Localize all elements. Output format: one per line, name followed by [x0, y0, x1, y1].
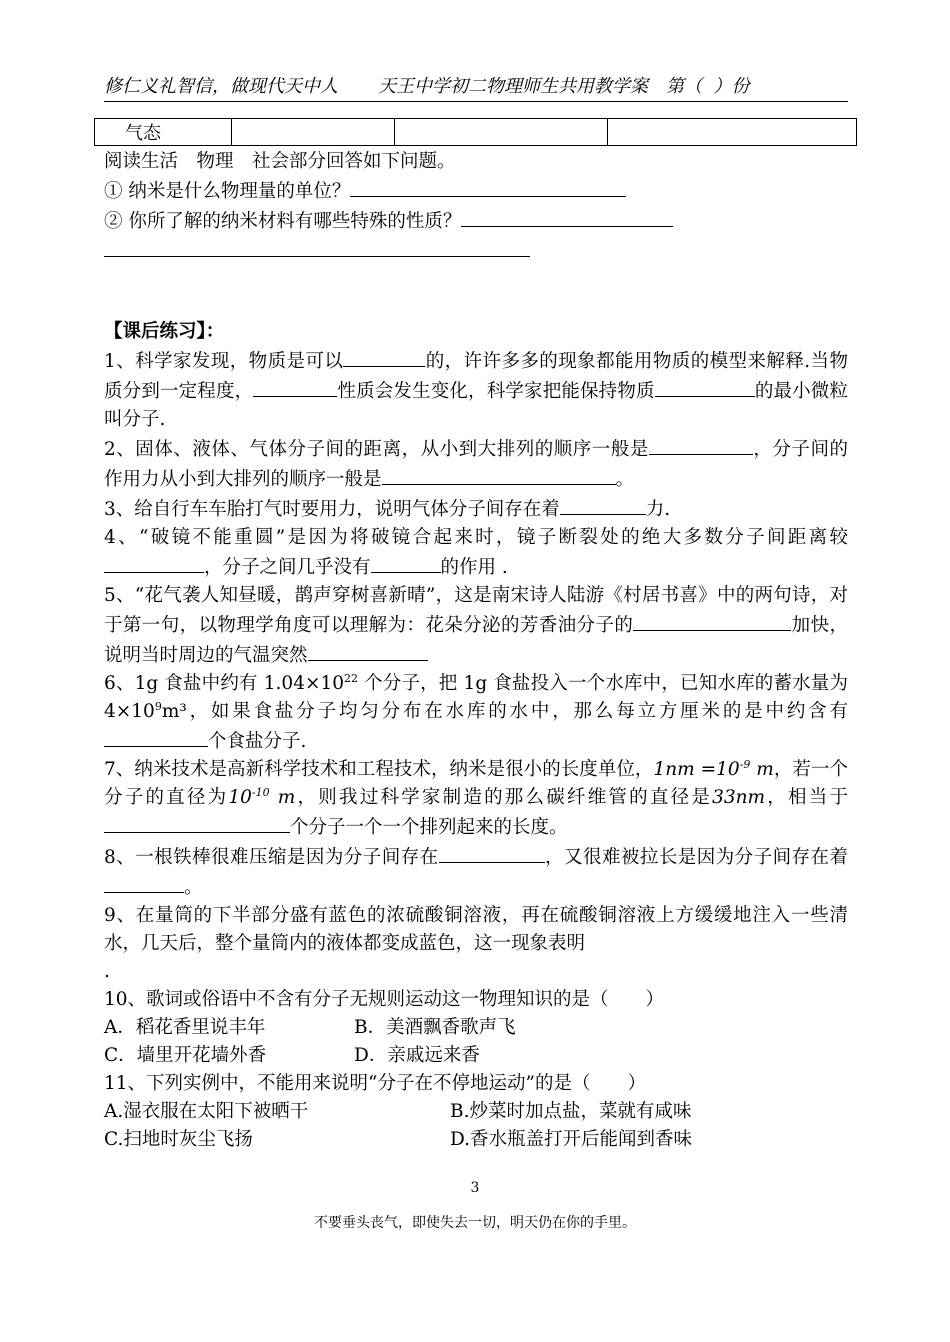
exercise-7: 7、纳米技术是高新科学技术和工程技术，纳米是很小的长度单位，$1nm =10^{-9}$ m，若一个分子的直径为$10^{-10}$ m，则我过科学家制造的那么碳纤维管的直径是33nm，相当于个分子一个一个排列起来的长度。 — [104, 757, 848, 838]
exercise-1: 1、科学家发现，物质是可以 的，许许多多的现象都能用物质的模型来解释.当物质分到一定程度， 性质会发生变化，科学家把能保持物质 的最小微粒叫分子. — [104, 346, 848, 434]
table-cell-label: 气态 — [95, 119, 232, 146]
exercise-8: 8、一根铁棒很难压缩是因为分子间存在 ，又很难被拉长是因为分子间存在着。 — [104, 842, 848, 902]
worksheet-content — [104, 148, 848, 1154]
table-row — [95, 119, 857, 146]
answer-blank[interactable] — [350, 176, 626, 197]
options-row — [104, 1042, 848, 1070]
page-number: 3 — [470, 1180, 480, 1196]
page-header — [104, 76, 848, 102]
answer-blank[interactable] — [382, 464, 616, 485]
table-cell[interactable] — [395, 119, 608, 146]
exercise-10: 10、歌词或俗语中不含有分子无规则运动这一物理知识的是（ ） — [104, 989, 665, 1010]
answer-blank[interactable] — [104, 726, 208, 747]
exercise-5: 5、“花气袭人知昼暖，鹊声穿树喜新晴”，这是南宋诗人陆游《村居书喜》中的两句诗，对于第一句，以物理学角度可以理解为：花朵分泌的芳香油分子的 加快，说明当时周边的气温突然 — [104, 585, 848, 666]
states-table — [94, 118, 857, 146]
options-row — [104, 1014, 848, 1042]
option-c[interactable]: C．墙里开花墙外香 — [104, 1045, 267, 1066]
option-b[interactable]: B.炒菜时加点盐，菜就有咸味 — [450, 1101, 692, 1122]
section-title: 【课后练习】： — [104, 321, 225, 342]
answer-blank[interactable] — [104, 552, 204, 573]
answer-blank[interactable] — [343, 346, 425, 367]
answer-blank[interactable] — [371, 552, 441, 573]
answer-blank[interactable] — [461, 206, 673, 227]
exercise-4: 4、“破镜不能重圆”是因为将破镜合起来时，镜子断裂处的绝大多数分子间距离较，分子之间几乎没有 的作用 . — [104, 527, 848, 578]
option-a[interactable]: A.湿衣服在太阳下被晒干 — [104, 1101, 309, 1122]
table-cell[interactable] — [232, 119, 395, 146]
header-school: 天王中学初二物理师生共用教学案 第（ ）份 — [378, 76, 750, 97]
answer-blank[interactable] — [649, 434, 753, 455]
reading-question-2: ② 你所了解的纳米材料有哪些特殊的性质？ — [104, 206, 848, 236]
exercise-11: 11、下列实例中，不能用来说明“分子在不停地运动”的是（ ） — [104, 1073, 646, 1094]
answer-blank[interactable] — [104, 236, 530, 257]
exercise-2: 2、固体、液体、气体分子间的距离，从小到大排列的顺序一般是 ，分子间的作用力从小到大排列的顺序一般是 。 — [104, 434, 848, 494]
option-d[interactable]: D.香水瓶盖打开后能闻到香味 — [450, 1129, 693, 1150]
header-motto: 修仁义礼智信，做现代天中人 — [104, 76, 338, 97]
table-cell[interactable] — [608, 119, 857, 146]
answer-blank[interactable] — [560, 494, 646, 515]
answer-blank[interactable] — [655, 376, 755, 397]
options-row — [104, 1098, 848, 1126]
answer-blank[interactable] — [439, 842, 545, 863]
answer-blank[interactable] — [308, 640, 428, 661]
option-c[interactable]: C.扫地时灰尘飞扬 — [104, 1129, 253, 1150]
answer-blank[interactable] — [104, 812, 290, 833]
option-d[interactable]: D．亲戚远来香 — [354, 1045, 480, 1066]
options-row — [104, 1126, 848, 1154]
answer-blank[interactable] — [104, 872, 184, 893]
exercise-3: 3、给自行车车胎打气时要用力，说明气体分子间存在着 力. — [104, 494, 848, 524]
exercise-9: 9、在量筒的下半部分盛有蓝色的浓硫酸铜溶液，再在硫酸铜溶液上方缓缓地注入一些清水，几天后，整个量筒内的液体都变成蓝色，这一现象表明 . — [104, 905, 848, 982]
option-b[interactable]: B．美酒飘香歌声飞 — [354, 1017, 516, 1038]
exercise-6: 6、1g 食盐中约有 $1.04\times 10^{22}$ 个分子，把 1g 食盐投入一个水库中，已知水库的蓄水量为 $4\times 10^9m^3$，如果食盐分子均匀分布在水库的水中，那么每立方厘米的是中约含有个食盐分子. — [104, 671, 848, 752]
reading-intro: 阅读生活 物理 社会部分回答如下问题。 — [104, 151, 456, 172]
reading-question-1: ① 纳米是什么物理量的单位？ — [104, 176, 848, 206]
answer-blank[interactable] — [673, 610, 791, 631]
answer-line — [104, 236, 848, 266]
answer-blank[interactable] — [253, 376, 337, 397]
option-a[interactable]: A．稻花香里说丰年 — [104, 1017, 266, 1038]
page-footer: 不要垂头丧气，即使失去一切，明天仍在你的手里。 — [314, 1215, 636, 1231]
answer-blank[interactable] — [633, 610, 673, 631]
